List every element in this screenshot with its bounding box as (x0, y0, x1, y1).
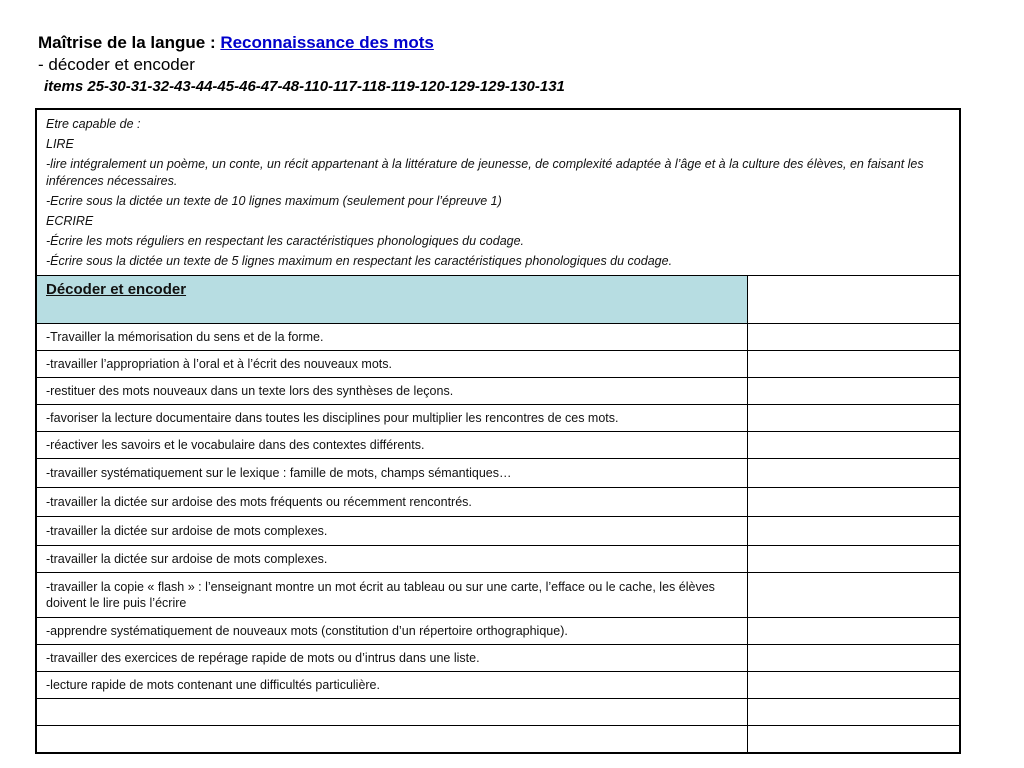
empty-row (36, 699, 960, 726)
table-row (36, 351, 960, 378)
empty-activity-cell[interactable] (36, 699, 747, 726)
objective-heading-read: LIRE (46, 137, 74, 151)
competence-table (35, 108, 961, 754)
table-row (36, 573, 960, 618)
table-row (36, 546, 960, 573)
objective-item: -Écrire sous la dictée un texte de 5 lignes maximum en respectant les caractéristiques phonologiques du codage. (46, 253, 673, 268)
empty-evaluation-cell[interactable] (747, 726, 960, 754)
objective-item: -Ecrire sous la dictée un texte de 10 lignes maximum (seulement pour l’épreuve 1) (46, 193, 502, 208)
evaluation-cell[interactable] (747, 324, 960, 351)
objective-heading-write: ECRIRE (46, 213, 94, 228)
objectives-row (36, 109, 960, 276)
title-link[interactable]: Reconnaissance des mots (220, 33, 434, 52)
table-row (36, 488, 960, 517)
table-row (36, 405, 960, 432)
activity-cell: -travailler l’appropriation à l’oral et à l’écrit des nouveaux mots. (36, 351, 747, 378)
evaluation-cell[interactable] (747, 645, 960, 672)
activity-cell: -travailler la dictée sur ardoise de mots complexes. (36, 517, 747, 546)
section-heading: Décoder et encoder (46, 281, 187, 298)
evaluation-cell[interactable] (747, 378, 960, 405)
evaluation-cell[interactable] (747, 405, 960, 432)
objective-intro: Etre capable de : (46, 117, 141, 131)
activity-cell: -favoriser la lecture documentaire dans toutes les disciplines pour multiplier les rencontres de ces mots. (36, 405, 747, 432)
table-row (36, 378, 960, 405)
table-row (36, 517, 960, 546)
evaluation-cell[interactable] (747, 573, 960, 618)
evaluation-cell[interactable] (747, 488, 960, 517)
table-row (36, 459, 960, 488)
table-row (36, 672, 960, 699)
evaluation-cell[interactable] (747, 672, 960, 699)
title-prefix: Maîtrise de la langue : (38, 33, 221, 52)
empty-activity-cell[interactable] (36, 726, 747, 754)
evaluation-cell[interactable] (747, 351, 960, 378)
page-title (38, 32, 565, 54)
table-row (36, 618, 960, 645)
evaluation-cell[interactable] (747, 432, 960, 459)
activity-cell: -travailler des exercices de repérage rapide de mots ou d’intrus dans une liste. (36, 645, 747, 672)
section-heading-row (36, 276, 960, 324)
activity-cell: -Travailler la mémorisation du sens et de la forme. (36, 324, 747, 351)
empty-evaluation-cell[interactable] (747, 699, 960, 726)
evaluation-cell[interactable] (747, 459, 960, 488)
activity-cell: -lecture rapide de mots contenant une difficultés particulière. (36, 672, 747, 699)
table-row (36, 645, 960, 672)
objective-item: -lire intégralement un poème, un conte, un récit appartenant à la littérature de jeunesse, de complexité adaptée à l’âge et à la culture des élèves, en faisant les inférences nécessaires. (46, 157, 924, 188)
activity-cell: -restituer des mots nouveaux dans un texte lors des synthèses de leçons. (36, 378, 747, 405)
activity-cell: -réactiver les savoirs et le vocabulaire dans des contextes différents. (36, 432, 747, 459)
activity-cell: -travailler la dictée sur ardoise de mots complexes. (36, 546, 747, 573)
activity-cell: -apprendre systématiquement de nouveaux mots (constitution d’un répertoire orthographique). (36, 618, 747, 645)
table-row (36, 432, 960, 459)
section-side-cell[interactable] (747, 276, 960, 324)
document-header (38, 32, 565, 98)
activity-cell: -travailler la dictée sur ardoise des mots fréquents ou récemment rencontrés. (36, 488, 747, 517)
objectives-cell (36, 109, 960, 276)
objective-item: -Écrire les mots réguliers en respectant les caractéristiques phonologiques du codage. (46, 233, 525, 248)
page-subtitle: - décoder et encoder (38, 55, 195, 74)
table-row (36, 324, 960, 351)
items-reference: items 25-30-31-32-43-44-45-46-47-48-110-117-118-119-120-129-129-130-131 (44, 78, 565, 95)
activity-cell: -travailler la copie « flash » : l’enseignant montre un mot écrit au tableau ou sur une carte, l’efface ou le cache, les élèves doivent le lire puis l’écrire (36, 573, 747, 618)
section-heading-cell (36, 276, 747, 324)
empty-row (36, 726, 960, 754)
evaluation-cell[interactable] (747, 517, 960, 546)
activity-cell: -travailler systématiquement sur le lexique : famille de mots, champs sémantiques… (36, 459, 747, 488)
evaluation-cell[interactable] (747, 618, 960, 645)
evaluation-cell[interactable] (747, 546, 960, 573)
